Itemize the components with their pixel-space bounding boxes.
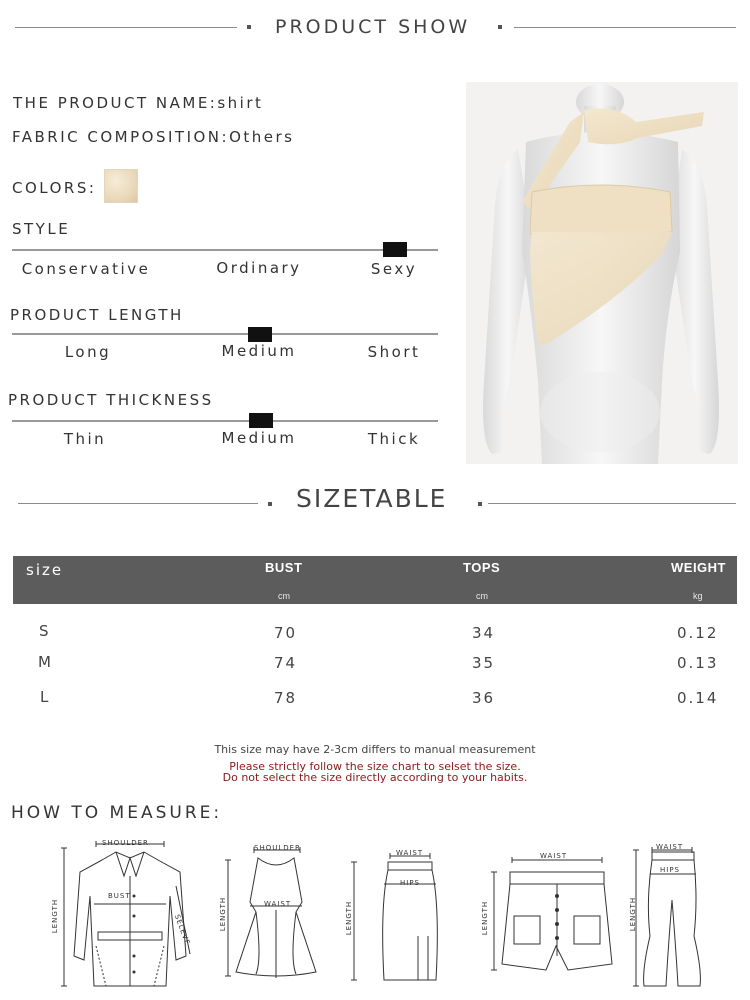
skirt-length-label: LENGTH [345, 900, 354, 936]
thickness-option-thin: Thin [63, 430, 107, 448]
unit-bust: cm [278, 591, 290, 601]
dress-length-label: LENGTH [219, 896, 228, 932]
row-m-weight: 0.13 [677, 654, 719, 672]
header-bullet-right [498, 25, 502, 29]
sizetable-bullet-right [478, 502, 482, 506]
unit-tops: cm [476, 591, 488, 601]
style-option-sexy: Sexy [370, 260, 418, 278]
style-option-ordinary: Ordinary [216, 259, 302, 277]
skirt-measure-figure [344, 846, 444, 986]
length-option-long: Long [64, 343, 112, 361]
sizetable-rule-left [18, 503, 258, 504]
header-bullet-left [247, 25, 251, 29]
skort-waist-label: WAIST [540, 852, 568, 860]
dress-waist-label: WAIST [264, 900, 292, 908]
dress-measure-figure [218, 840, 328, 990]
row-s-tops: 34 [472, 624, 496, 642]
length-option-medium: Medium [221, 342, 297, 360]
thickness-label: PRODUCT THICKNESS [8, 391, 214, 409]
row-m-size: M [38, 653, 53, 671]
fabric-composition-label: FABRIC COMPOSITION:Others [12, 128, 295, 146]
thickness-marker [249, 413, 273, 428]
mannequin-illustration [466, 82, 738, 464]
skort-measure-figure [478, 846, 618, 976]
header-bust: BUST [265, 560, 303, 575]
pants-hips-label: HIPS [660, 866, 680, 874]
row-s-size: S [39, 622, 51, 640]
row-m-bust: 74 [274, 654, 298, 672]
pants-waist-label: WAIST [656, 843, 684, 851]
jacket-length-label: LENGTH [51, 898, 60, 934]
skirt-waist-label: WAIST [396, 849, 424, 857]
style-label: STYLE [12, 220, 71, 238]
skirt-drawing [344, 846, 444, 986]
header-rule-left [15, 27, 237, 28]
row-s-bust: 70 [274, 624, 298, 642]
length-marker [248, 327, 272, 342]
size-warning-1: Please strictly follow the size chart to selset the size. [229, 760, 521, 773]
jacket-shoulder-label: SHOULDER [102, 839, 149, 847]
row-l-tops: 36 [472, 689, 496, 707]
thickness-option-thick: Thick [367, 430, 421, 448]
header-rule-right [514, 27, 736, 28]
style-marker [383, 242, 407, 257]
how-to-measure-title: HOW TO MEASURE: [11, 803, 223, 823]
row-m-tops: 35 [472, 654, 496, 672]
pants-length-label: LENGTH [629, 896, 638, 932]
dress-shoulder-label: SHOULDER [254, 844, 301, 852]
length-scale-track [12, 333, 438, 335]
dress-drawing [218, 840, 328, 990]
row-l-weight: 0.14 [677, 689, 719, 707]
length-label: PRODUCT LENGTH [10, 306, 184, 324]
product-name-label: THE PRODUCT NAME:shirt [13, 94, 264, 112]
color-swatch[interactable] [104, 169, 138, 203]
jacket-bust-label: BUST [108, 892, 131, 900]
header-size: size [26, 561, 64, 579]
length-option-short: Short [367, 343, 421, 361]
jacket-measure-figure [52, 836, 202, 994]
colors-label: COLORS: [12, 179, 97, 197]
measurement-note: This size may have 2-3cm differs to manual measurement [214, 743, 536, 756]
skirt-hips-label: HIPS [400, 879, 420, 887]
size-warning-2: Do not select the size directly according to your habits. [222, 771, 528, 784]
thickness-scale-track [12, 420, 438, 422]
row-l-bust: 78 [274, 689, 298, 707]
unit-weight: kg [693, 591, 703, 601]
header-tops: TOPS [463, 560, 501, 575]
product-photo [466, 82, 738, 464]
skort-length-label: LENGTH [481, 900, 490, 936]
style-option-conservative: Conservative [21, 260, 151, 278]
sizetable-rule-right [488, 503, 736, 504]
sizetable-bullet-left [268, 502, 272, 506]
jacket-sleeve-label: SELEVE [172, 913, 192, 947]
row-l-size: L [40, 688, 51, 706]
pants-measure-figure [622, 840, 702, 992]
thickness-option-medium: Medium [221, 429, 297, 447]
header-weight: WEIGHT [671, 560, 726, 575]
sizetable-title: SIZETABLE [296, 484, 448, 513]
page-title: PRODUCT SHOW [275, 16, 471, 38]
style-scale-track [12, 249, 438, 251]
size-table-header [13, 556, 737, 604]
skort-drawing [478, 846, 618, 976]
row-s-weight: 0.12 [677, 624, 719, 642]
